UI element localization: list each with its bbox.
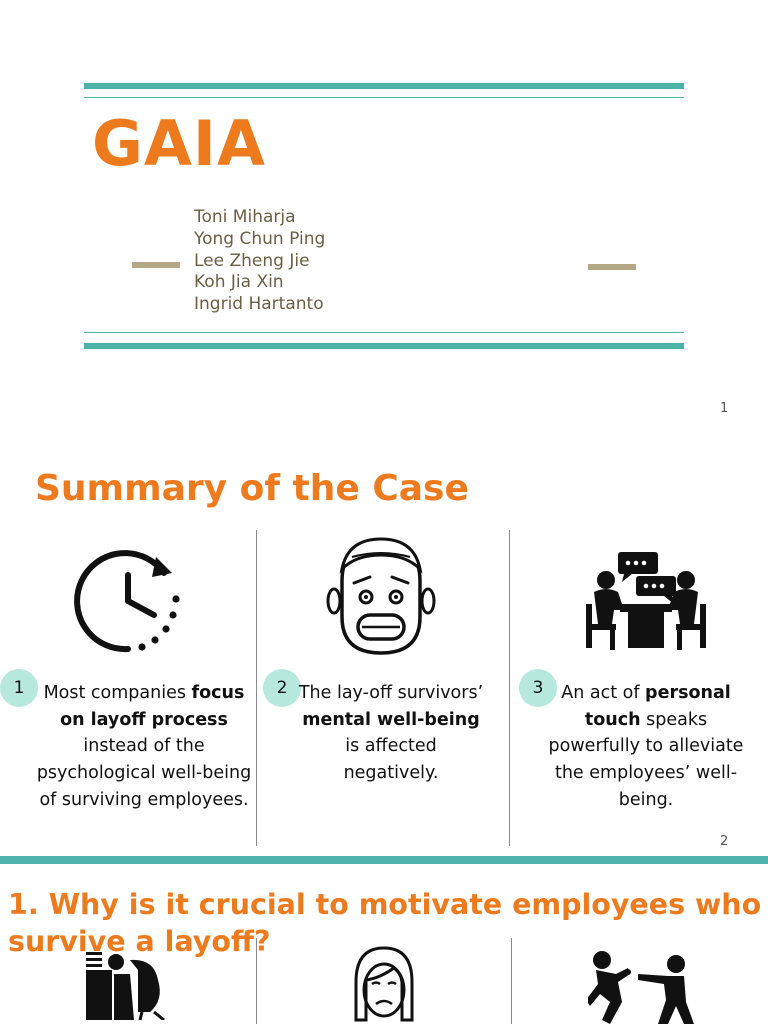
emphasis: personal touch: [584, 683, 731, 730]
author-name: Toni Miharja: [194, 207, 296, 227]
step-badge-3: 3: [519, 669, 557, 707]
meeting-icon: [584, 548, 708, 652]
slide-separator-band: [0, 856, 768, 864]
step-badge-1: 1: [0, 669, 38, 707]
column-divider: [509, 530, 510, 846]
author-list: [194, 207, 325, 316]
top-rule-thin: [84, 97, 684, 98]
text-segment: instead of the psychological well-being of surviving employees.: [36, 736, 252, 810]
step-badge-2: 2: [263, 669, 301, 707]
top-rule-thick: [84, 83, 684, 89]
left-dash: [132, 262, 180, 268]
clock-icon: [72, 545, 184, 657]
author-name: Ingrid Hartanto: [194, 294, 324, 315]
author-name: Yong Chun Ping: [194, 228, 326, 249]
slide-title: GAIA: [92, 107, 266, 180]
author-name: Lee Zheng Jie: [194, 250, 310, 271]
right-dash: [588, 264, 636, 270]
text-segment: The lay-off survivors’: [298, 683, 484, 703]
slide-title: 1. Why is it crucial to motivate employees who survive a layoff?: [8, 888, 762, 958]
bottom-rule-thick: [84, 343, 684, 349]
author-name: Koh Jia Xin: [194, 272, 284, 293]
summary-point-3: [544, 680, 748, 814]
text-segment: Most companies: [43, 683, 192, 703]
column-divider: [256, 530, 257, 846]
emphasis: mental well-being: [302, 709, 480, 730]
businessman-icon: [84, 950, 174, 1020]
bottom-rule-thin: [84, 332, 684, 333]
summary-point-1: [36, 680, 252, 814]
page-number: 1: [720, 401, 729, 416]
text-segment: speaks powerfully to alleviate the employees’ well-being.: [548, 709, 744, 810]
worried-face-icon: [326, 535, 436, 659]
text-segment: is affected negatively.: [343, 736, 439, 784]
page-number: 2: [720, 834, 729, 849]
summary-point-2: [298, 680, 484, 787]
emphasis: focus on layoff process: [60, 683, 245, 730]
slide-title: Summary of the Case: [35, 468, 469, 509]
text-segment: An act of: [561, 683, 646, 703]
